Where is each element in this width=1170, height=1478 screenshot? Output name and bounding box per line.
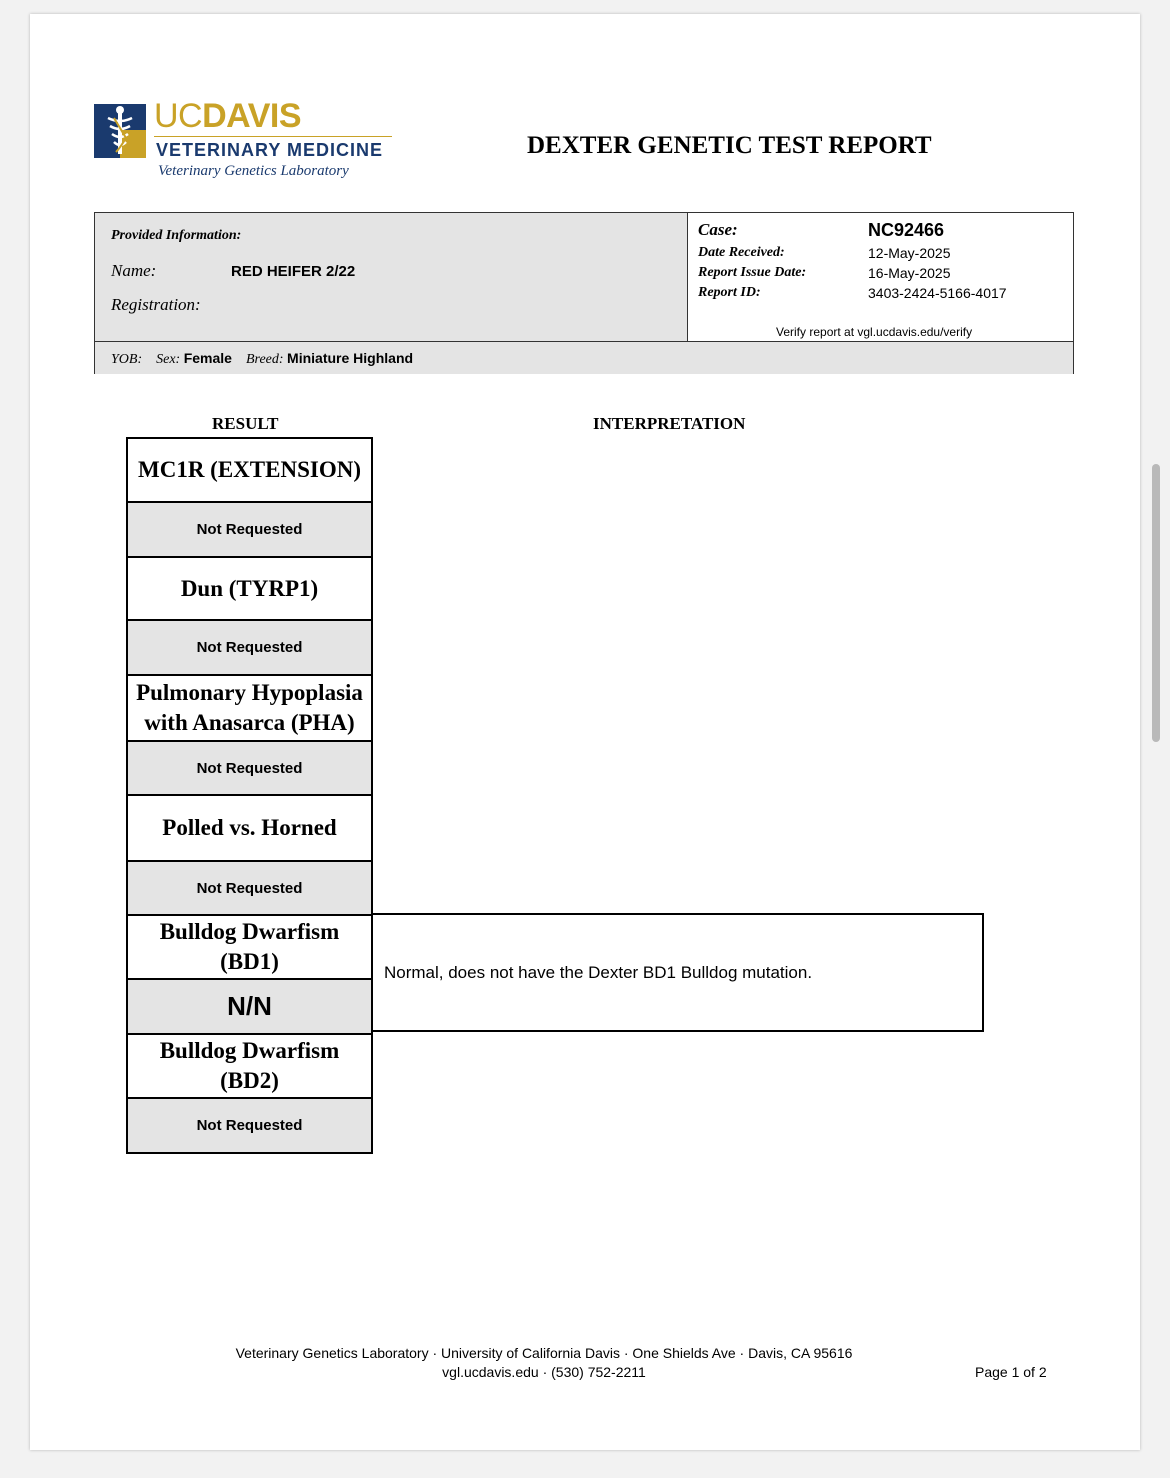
test-result: Not Requested: [128, 503, 371, 558]
scrollbar[interactable]: [1152, 464, 1160, 742]
yob-label: YOB:: [111, 352, 143, 367]
interpretation-header: INTERPRETATION: [593, 414, 746, 433]
logo-rule: [154, 136, 392, 137]
breed-label: Breed:: [245, 352, 284, 367]
test-result: Not Requested: [128, 621, 371, 676]
sex-value: Female: [183, 350, 232, 366]
animal-details: [95, 341, 1073, 374]
test-name: Bulldog Dwarfism (BD2): [128, 1035, 371, 1099]
case-value: NC92466: [868, 220, 945, 240]
verify-link[interactable]: Verify report at vgl.ucdavis.edu/verify: [776, 325, 973, 339]
registration-label: Registration:: [111, 295, 201, 314]
test-name: Dun (TYRP1): [128, 558, 371, 621]
page-title: DEXTER GENETIC TEST REPORT: [527, 132, 932, 159]
test-result: Not Requested: [128, 1099, 371, 1152]
report-id-label: Report ID:: [698, 285, 761, 300]
name-label: Name:: [111, 261, 157, 280]
test-name: MC1R (EXTENSION): [128, 439, 371, 503]
date-received-value: 12-May-2025: [868, 245, 951, 261]
test-name: Bulldog Dwarfism (BD1): [128, 916, 371, 980]
case-information: [688, 213, 1073, 341]
report-id-value: 3403-2424-5166-4017: [868, 285, 1007, 301]
issue-date-label: Report Issue Date:: [698, 265, 807, 280]
name-value: RED HEIFER 2/22: [231, 263, 356, 280]
issue-date-value: 16-May-2025: [868, 265, 951, 281]
provided-heading: Provided Information:: [111, 228, 242, 243]
footer: [94, 1344, 994, 1382]
page-number: Page 1 of 2: [975, 1364, 1047, 1380]
provided-information: [95, 213, 688, 341]
breed-value: Miniature Highland: [287, 350, 414, 366]
test-result: N/N: [128, 980, 371, 1035]
info-box: [94, 212, 1074, 374]
interpretation-cell: Normal, does not have the Dexter BD1 Bulldog mutation.: [371, 913, 984, 1032]
logo-ucdavis-text: UCDAVIS: [154, 97, 301, 135]
test-result: Not Requested: [128, 862, 371, 916]
result-header: RESULT: [212, 414, 279, 433]
result-table: [126, 437, 373, 1154]
date-received-label: Date Received:: [698, 245, 785, 260]
ucdavis-logo: [94, 97, 394, 184]
sex-label: Sex:: [156, 352, 181, 367]
test-name: Polled vs. Horned: [128, 796, 371, 862]
footer-address: Veterinary Genetics Laboratory · University of California Davis · One Shields Ave · Davis, CA 95616: [235, 1345, 853, 1361]
caduceus-icon: [94, 104, 146, 158]
footer-contact: vgl.ucdavis.edu · (530) 752-2211: [442, 1364, 646, 1380]
logo-lab-text: Veterinary Genetics Laboratory: [158, 163, 349, 179]
case-label: Case:: [698, 220, 738, 239]
test-result: Not Requested: [128, 742, 371, 796]
logo-school-text: VETERINARY MEDICINE: [156, 140, 384, 160]
test-name: Pulmonary Hypoplasia with Anasarca (PHA): [128, 676, 371, 742]
